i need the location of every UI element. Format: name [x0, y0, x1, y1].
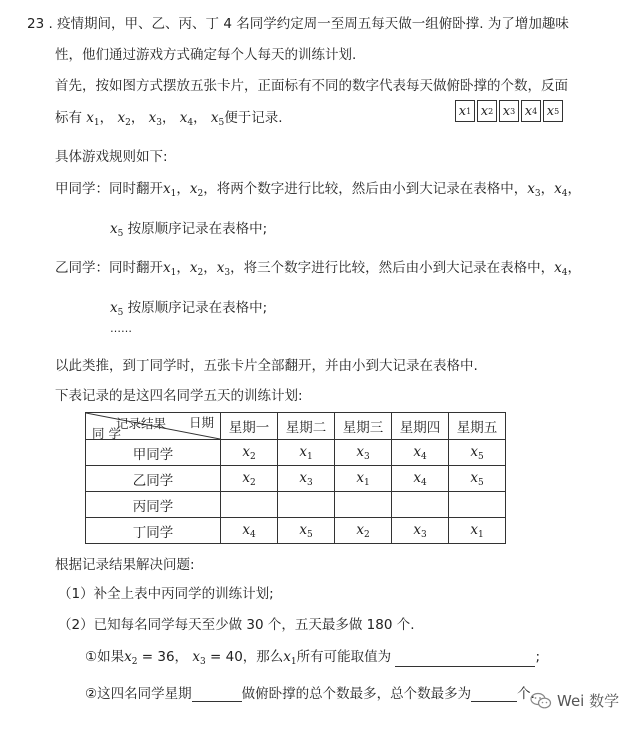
problem-line-3: 首先，按如图方式摆放五张卡片，正面标有不同的数字代表每天做俯卧撑的个数，反面: [55, 78, 568, 94]
card-x3: x 3: [499, 100, 519, 122]
problem-line-2: 性，他们通过游戏方式确定每个人每天的训练计划.: [55, 47, 357, 63]
questions-intro: 根据记录结果解决问题:: [55, 557, 195, 573]
day-header: 星期二: [278, 413, 335, 440]
card-x5: x 5: [543, 100, 563, 122]
table-row: 丙同学: [86, 492, 506, 518]
card-x1: x 1: [455, 100, 475, 122]
watermark: Wei 数学: [530, 690, 619, 711]
training-table: [85, 412, 506, 544]
table-corner-header: 日期 记录结果 同 学: [86, 413, 221, 440]
day-header: 星期三: [335, 413, 392, 440]
answer-blank[interactable]: [395, 666, 535, 667]
day-header: 星期一: [221, 413, 278, 440]
card-row: [455, 100, 565, 122]
problem-line-1: 23 . 疫情期间，甲、乙、丙、丁 4 名同学约定周一至周五每天做一组俯卧撑. 为了增加趣味: [27, 16, 569, 32]
question-2-1: ①如果$x_2 = 36$， $x_3 = 40$，那么$x_1$所有可能取值为 ;: [85, 649, 540, 667]
rule-yi: 乙同学：同时翻开$x_1$，$x_2$，$x_3$，将三个数字进行比较，然后由小到大记录在表格中，$x_4$，: [55, 260, 581, 278]
empty-cell: [335, 492, 392, 518]
rule-jia-cont: $x_5$ 按原顺序记录在表格中;: [110, 221, 268, 239]
empty-cell: [449, 492, 506, 518]
table-row: 乙同学 $x_2$ $x_3$ $x_1$ $x_4$ $x_5$: [86, 466, 506, 492]
card-x2: x 2: [477, 100, 497, 122]
table-intro: 下表记录的是这四名同学五天的训练计划:: [55, 388, 303, 404]
day-header: 星期五: [449, 413, 506, 440]
problem-line-4: 标有 $x_1$， $x_2$， $x_3$， $x_4$， $x_5$便于记录.: [55, 110, 283, 128]
rule-yi-cont: $x_5$ 按原顺序记录在表格中;: [110, 300, 268, 318]
empty-cell: [278, 492, 335, 518]
day-header: 星期四: [392, 413, 449, 440]
rule-jia: 甲同学：同时翻开$x_1$，$x_2$，将两个数字进行比较，然后由小到大记录在表格中，$x_3$，$x_4$，: [55, 181, 581, 199]
table-row: 丁同学 $x_4$ $x_5$ $x_2$ $x_3$ $x_1$: [86, 518, 506, 544]
empty-cell: [392, 492, 449, 518]
question-2-2: ②这四名同学星期 做俯卧撑的总个数最多，总个数最多为 个.: [85, 686, 535, 702]
question-1: （1）补全上表中丙同学的训练计划;: [58, 586, 274, 602]
analogy-text: 以此类推，到丁同学时，五张卡片全部翻开，并由小到大记录在表格中.: [55, 358, 478, 374]
empty-cell: [221, 492, 278, 518]
problem-number: 23: [27, 16, 45, 32]
wechat-icon: [530, 692, 552, 710]
question-2: （2）已知每名同学每天至少做 30 个，五天最多做 180 个.: [58, 617, 415, 633]
rules-title: 具体游戏规则如下:: [55, 149, 168, 165]
answer-blank[interactable]: [192, 701, 242, 702]
table-row: 甲同学 $x_2$ $x_1$ $x_3$ $x_4$ $x_5$: [86, 440, 506, 466]
card-x4: x 4: [521, 100, 541, 122]
answer-blank[interactable]: [471, 701, 517, 702]
ellipsis: ……: [110, 322, 132, 335]
